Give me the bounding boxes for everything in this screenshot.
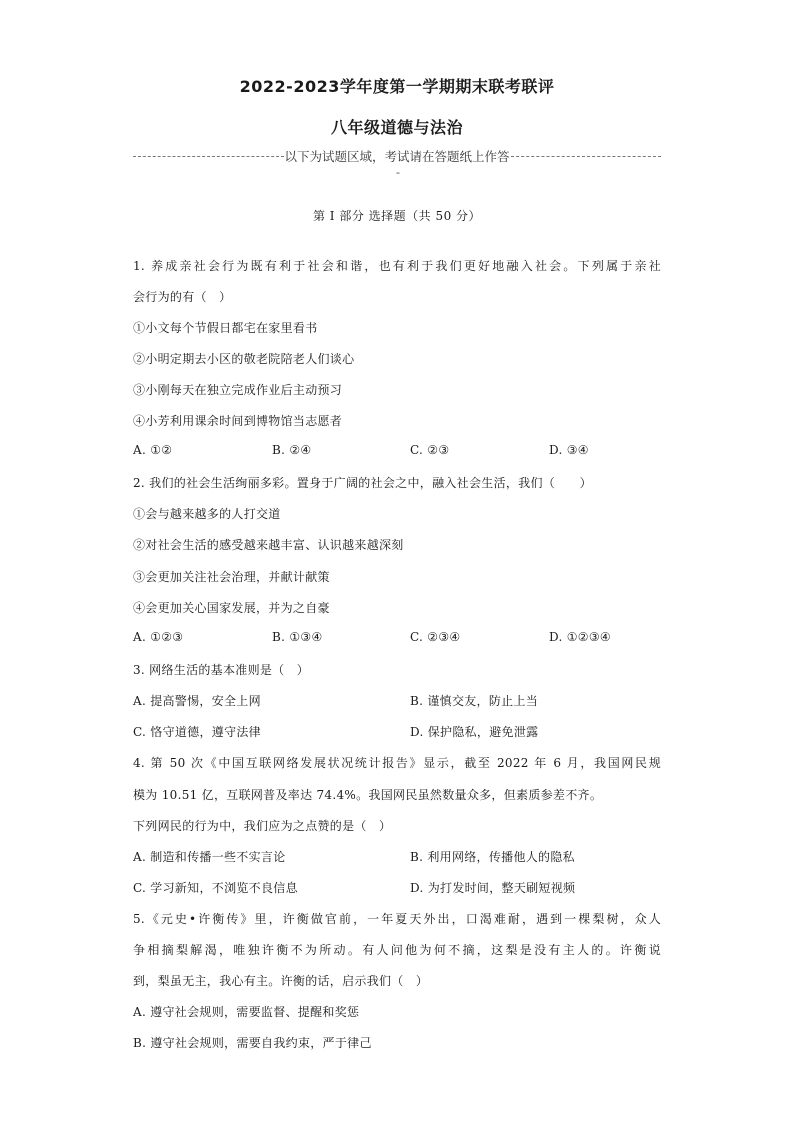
q4-stem-line3: 下列网民的行为中，我们应为之点赞的是（ ） xyxy=(133,819,392,833)
q2-statement-3: ③会更加关注社会治理，并献计献策 xyxy=(133,570,330,584)
q2-option-b: B. ①③④ xyxy=(272,630,323,644)
q5-stem-line2: 争相摘梨解渴，唯独许衡不为所动。有人问他为何不摘，这梨是没有主人的。许衡说 xyxy=(133,943,661,957)
q2-statement-1: ①会与越来越多的人打交道 xyxy=(133,507,281,521)
notice-separator xyxy=(133,147,661,165)
q5-option-b: B. 遵守社会规则，需要自我约束，严于律己 xyxy=(133,1036,372,1050)
exam-subject: 八年级道德与法治 xyxy=(330,118,463,137)
section-title: 第 I 部分 选择题（共 50 分） xyxy=(312,209,482,223)
q1-stem-line1: 1. 养成亲社会行为既有利于社会和谐，也有利于我们更好地融入社会。下列属于亲社 xyxy=(133,259,661,273)
dash-left xyxy=(133,156,284,157)
q5-stem-line3: 到，梨虽无主，我心有主。许衡的话，启示我们（ ） xyxy=(133,974,429,988)
q4-option-a: A. 制造和传播一些不实言论 xyxy=(133,850,286,864)
q2-option-d: D. ①②③④ xyxy=(549,630,611,644)
q5-option-a: A. 遵守社会规则，需要监督、提醒和奖惩 xyxy=(133,1005,360,1019)
q3-stem-line1: 3. 网络生活的基本准则是（ ） xyxy=(133,663,310,677)
q1-statement-1: ①小文每个节假日都宅在家里看书 xyxy=(133,321,318,335)
q2-option-c: C. ②③④ xyxy=(410,630,461,644)
q2-option-a: A. ①②③ xyxy=(133,630,184,644)
q1-statement-2: ②小明定期去小区的敬老院陪老人们谈心 xyxy=(133,352,355,366)
q2-statement-4: ④会更加关心国家发展，并为之自豪 xyxy=(133,601,330,615)
q2-stem-line1: 2. 我们的社会生活绚丽多彩。置身于广阔的社会之中，融入社会生活，我们（ ） xyxy=(133,476,592,490)
q1-option-c: C. ②③ xyxy=(410,443,450,457)
q4-stem-line1: 4. 第 50 次《中国互联网络发展状况统计报告》显示，截至 2022 年 6 月，我国网民规 xyxy=(133,756,661,770)
q1-option-b: B. ②④ xyxy=(272,443,312,457)
notice-tail: - xyxy=(396,166,400,179)
q4-stem-line2: 模为 10.51 亿，互联网普及率达 74.4%。我国网民虽然数量众多，但素质参差不齐。 xyxy=(133,788,603,802)
notice-text: 以下为试题区域，考试请在答题纸上作答 xyxy=(284,149,510,164)
q2-statement-2: ②对社会生活的感受越来越丰富、认识越来越深刻 xyxy=(133,538,404,552)
q1-option-a: A. ①② xyxy=(133,443,173,457)
q4-option-b: B. 利用网络，传播他人的隐私 xyxy=(410,850,575,864)
exam-title: 2022-2023学年度第一学期期末联考联评 xyxy=(239,77,555,96)
q5-stem-line1: 5.《元史•许衡传》里，许衡做官前，一年夏天外出，口渴难耐，遇到一棵梨树，众人 xyxy=(133,912,661,926)
q1-stem-line2: 会行为的有（ ） xyxy=(133,290,232,304)
q3-option-a: A. 提高警惕，安全上网 xyxy=(133,694,261,708)
q3-option-b: B. 谨慎交友，防止上当 xyxy=(410,694,539,708)
q4-option-d: D. 为打发时间，整天刷短视频 xyxy=(410,881,576,895)
q3-option-c: C. 恪守道德，遵守法律 xyxy=(133,725,261,739)
q4-option-c: C. 学习新知，不浏览不良信息 xyxy=(133,881,298,895)
dash-right xyxy=(511,156,662,157)
q1-statement-3: ③小刚每天在独立完成作业后主动预习 xyxy=(133,383,343,397)
q3-option-d: D. 保护隐私，避免泄露 xyxy=(410,725,539,739)
q1-statement-4: ④小芳利用课余时间到博物馆当志愿者 xyxy=(133,414,343,428)
q1-option-d: D. ③④ xyxy=(549,443,589,457)
